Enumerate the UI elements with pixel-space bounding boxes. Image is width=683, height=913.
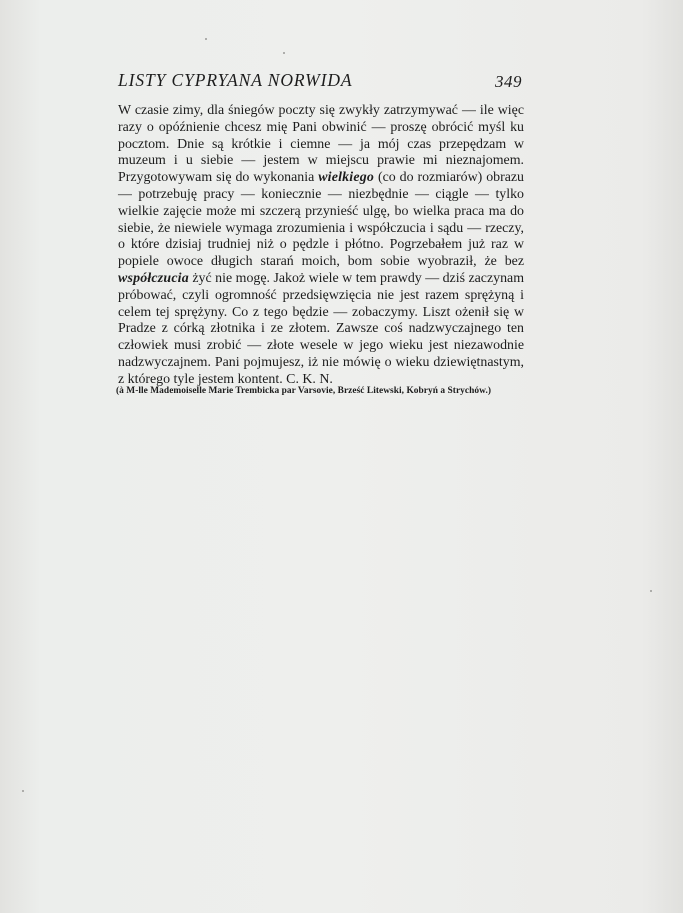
letter-address: (à M-lle Mademoiselle Marie Trembicka par Varsovie, Brześć Litewski, Kobryń a Strychów.) — [116, 386, 492, 396]
paper-speck — [650, 590, 652, 592]
emphasized-word-wielkiego: wielkiego — [318, 170, 374, 186]
page-header — [118, 70, 524, 94]
letter-text-part-1: W czasie zimy, dla śniegów poczty się zwykły zatrzymywać — ile więc razy o opóźnienie chcesz mię Pani obwinić — proszę obrócić myśl ku pocztom. Dnie są krótkie i ciemne — ja mój czas przepędzam w muzeum i u siebie — jestem w miejscu prawie mi nieznajomem. Przygotowywam się do wykonania — [118, 103, 524, 186]
paper-speck — [283, 52, 285, 54]
letter-text — [118, 103, 524, 389]
letter-text-part-3: żyć nie mogę. Jakoż wiele w tem prawdy — dziś zaczynam próbować, czyli ogromność przedsięwzięcia nie jest razem sprężyną i celem tej sprężyny. Co z tego będzie — zobaczymy. Liszt ożenił się w Pradze z córką złotnika i ze złotem. Zawsze coś nadzwyczajnego ten człowiek musi zrobić — złote wesele w jego wieku jest niezawodnie nadzwyczajnem. Pani pojmujesz, iż nie mówię o wieku dziewiętnastym, z którego tyle jestem kontent. C. K. N. — [118, 270, 524, 387]
paper-speck — [22, 790, 24, 792]
emphasized-word-wspolczucia: współczucia — [118, 270, 189, 286]
running-title: LISTY CYPRYANA NORWIDA — [118, 70, 353, 90]
letter-text-part-2: (co do rozmiarów) obrazu — potrzebuję pracy — koniecznie — niezbędnie — ciągle — tylko wielkie zajęcie może mi szczerą przynieść ulgę, bo wielka praca ma do siebie, że niewiele wymaga zrozumienia i współczucia i sądu — rzeczy, o które dzisiaj trudniej niż o pędzle i płótno. Pogrzebałem już raz w popiele owoce długich starań moich, bom sobie wyobraził, że bez — [118, 170, 524, 270]
page-number: 349 — [495, 72, 522, 91]
paper-speck — [205, 38, 207, 40]
